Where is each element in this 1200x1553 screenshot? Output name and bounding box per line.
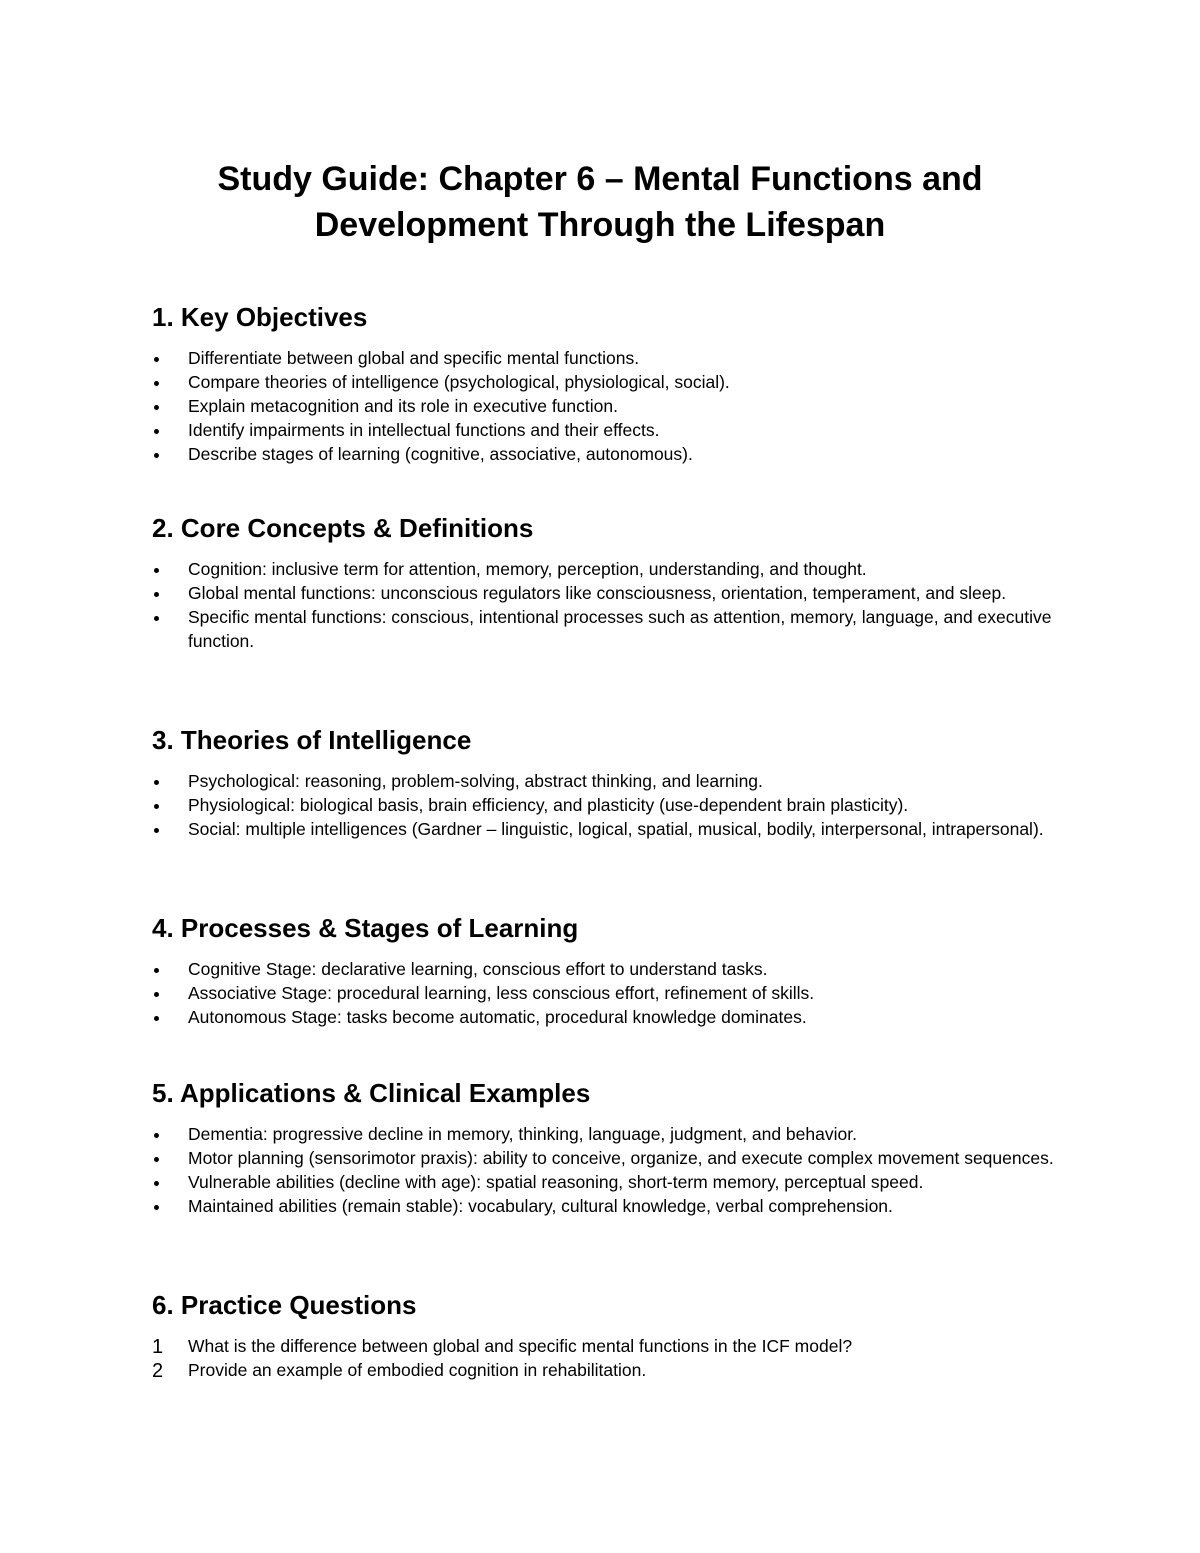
bullet-icon [154, 453, 159, 458]
section-heading: 5. Applications & Clinical Examples [152, 1078, 591, 1108]
list-item-text: Identify impairments in intellectual functions and their effects. [188, 420, 660, 440]
list-item [152, 1005, 1072, 1029]
numbered-list [152, 1334, 1072, 1382]
bullet-icon [154, 1205, 159, 1210]
section-heading: 4. Processes & Stages of Learning [152, 913, 579, 943]
list-item [152, 442, 1072, 466]
bullet-icon [154, 804, 159, 809]
section-stages-of-learning [152, 913, 1072, 1029]
bullet-icon [154, 405, 159, 410]
section-heading: 3. Theories of Intelligence [152, 725, 472, 755]
section-theories-of-intelligence [152, 725, 1072, 841]
list-item [152, 981, 1072, 1005]
bullet-list [152, 1122, 1072, 1218]
section-core-concepts [152, 513, 1072, 653]
list-item [152, 605, 1072, 653]
bullet-icon [154, 357, 159, 362]
bullet-list [152, 769, 1072, 841]
list-item [152, 1170, 1072, 1194]
document-title [0, 156, 1200, 248]
list-item-text: Autonomous Stage: tasks become automatic, procedural knowledge dominates. [188, 1007, 807, 1027]
list-item [152, 769, 1072, 793]
section-clinical-examples [152, 1078, 1072, 1218]
list-item-text: Provide an example of embodied cognition in rehabilitation. [188, 1360, 647, 1380]
list-item-text: Differentiate between global and specific mental functions. [188, 348, 640, 368]
list-item [152, 1146, 1072, 1170]
section-key-objectives [152, 302, 1072, 466]
section-practice-questions [152, 1290, 1072, 1382]
bullet-icon [154, 1157, 159, 1162]
bullet-icon [154, 1181, 159, 1186]
bullet-list [152, 957, 1072, 1029]
list-item-text: Cognition: inclusive term for attention, memory, perception, understanding, and thought. [188, 559, 867, 579]
list-item-text: Maintained abilities (remain stable): vocabulary, cultural knowledge, verbal comprehension. [188, 1196, 893, 1216]
bullet-icon [154, 992, 159, 997]
section-heading: 1. Key Objectives [152, 302, 368, 332]
list-item-text: Dementia: progressive decline in memory, thinking, language, judgment, and behavior. [188, 1124, 857, 1144]
bullet-icon [154, 828, 159, 833]
list-number: 1 [152, 1336, 164, 1358]
list-item-text: Describe stages of learning (cognitive, associative, autonomous). [188, 444, 693, 464]
list-item [152, 394, 1072, 418]
list-item [152, 817, 1072, 841]
list-item [152, 793, 1072, 817]
list-item [152, 1358, 1072, 1382]
list-item-text: Specific mental functions: conscious, intentional processes such as attention, memory, language, and executive function. [188, 607, 1052, 651]
bullet-icon [154, 616, 159, 621]
bullet-icon [154, 1016, 159, 1021]
list-item-text: Social: multiple intelligences (Gardner – linguistic, logical, spatial, musical, bodily, interpersonal, intrapersonal). [188, 819, 1044, 839]
document-title-line-1: Study Guide: Chapter 6 – Mental Functions and [217, 160, 983, 198]
list-item-text: What is the difference between global and specific mental functions in the ICF model? [188, 1336, 853, 1356]
list-item [152, 346, 1072, 370]
list-item [152, 370, 1072, 394]
list-number: 2 [152, 1360, 164, 1382]
bullet-list [152, 346, 1072, 466]
list-item [152, 1194, 1072, 1218]
list-item-text: Global mental functions: unconscious regulators like consciousness, orientation, temperament, and sleep. [188, 583, 1007, 603]
list-item [152, 418, 1072, 442]
bullet-icon [154, 968, 159, 973]
list-item-text: Psychological: reasoning, problem-solving, abstract thinking, and learning. [188, 771, 763, 791]
bullet-list [152, 557, 1072, 653]
section-heading: 6. Practice Questions [152, 1290, 417, 1320]
list-item-text: Physiological: biological basis, brain efficiency, and plasticity (use-dependent brain plasticity). [188, 795, 909, 815]
list-item-text: Compare theories of intelligence (psychological, physiological, social). [188, 372, 730, 392]
section-heading: 2. Core Concepts & Definitions [152, 513, 534, 543]
bullet-icon [154, 381, 159, 386]
list-item [152, 957, 1072, 981]
list-item-text: Cognitive Stage: declarative learning, conscious effort to understand tasks. [188, 959, 768, 979]
list-item [152, 557, 1072, 581]
list-item-text: Motor planning (sensorimotor praxis): ability to conceive, organize, and execute complex movement sequences. [188, 1148, 1054, 1168]
list-item [152, 581, 1072, 605]
bullet-icon [154, 429, 159, 434]
list-item-text: Vulnerable abilities (decline with age): spatial reasoning, short-term memory, perceptual speed. [188, 1172, 924, 1192]
list-item [152, 1334, 1072, 1358]
bullet-icon [154, 592, 159, 597]
list-item [152, 1122, 1072, 1146]
list-item-text: Explain metacognition and its role in executive function. [188, 396, 618, 416]
document-title-line-2: Development Through the Lifespan [314, 206, 886, 244]
bullet-icon [154, 1133, 159, 1138]
list-item-text: Associative Stage: procedural learning, less conscious effort, refinement of skills. [188, 983, 815, 1003]
bullet-icon [154, 568, 159, 573]
bullet-icon [154, 780, 159, 785]
